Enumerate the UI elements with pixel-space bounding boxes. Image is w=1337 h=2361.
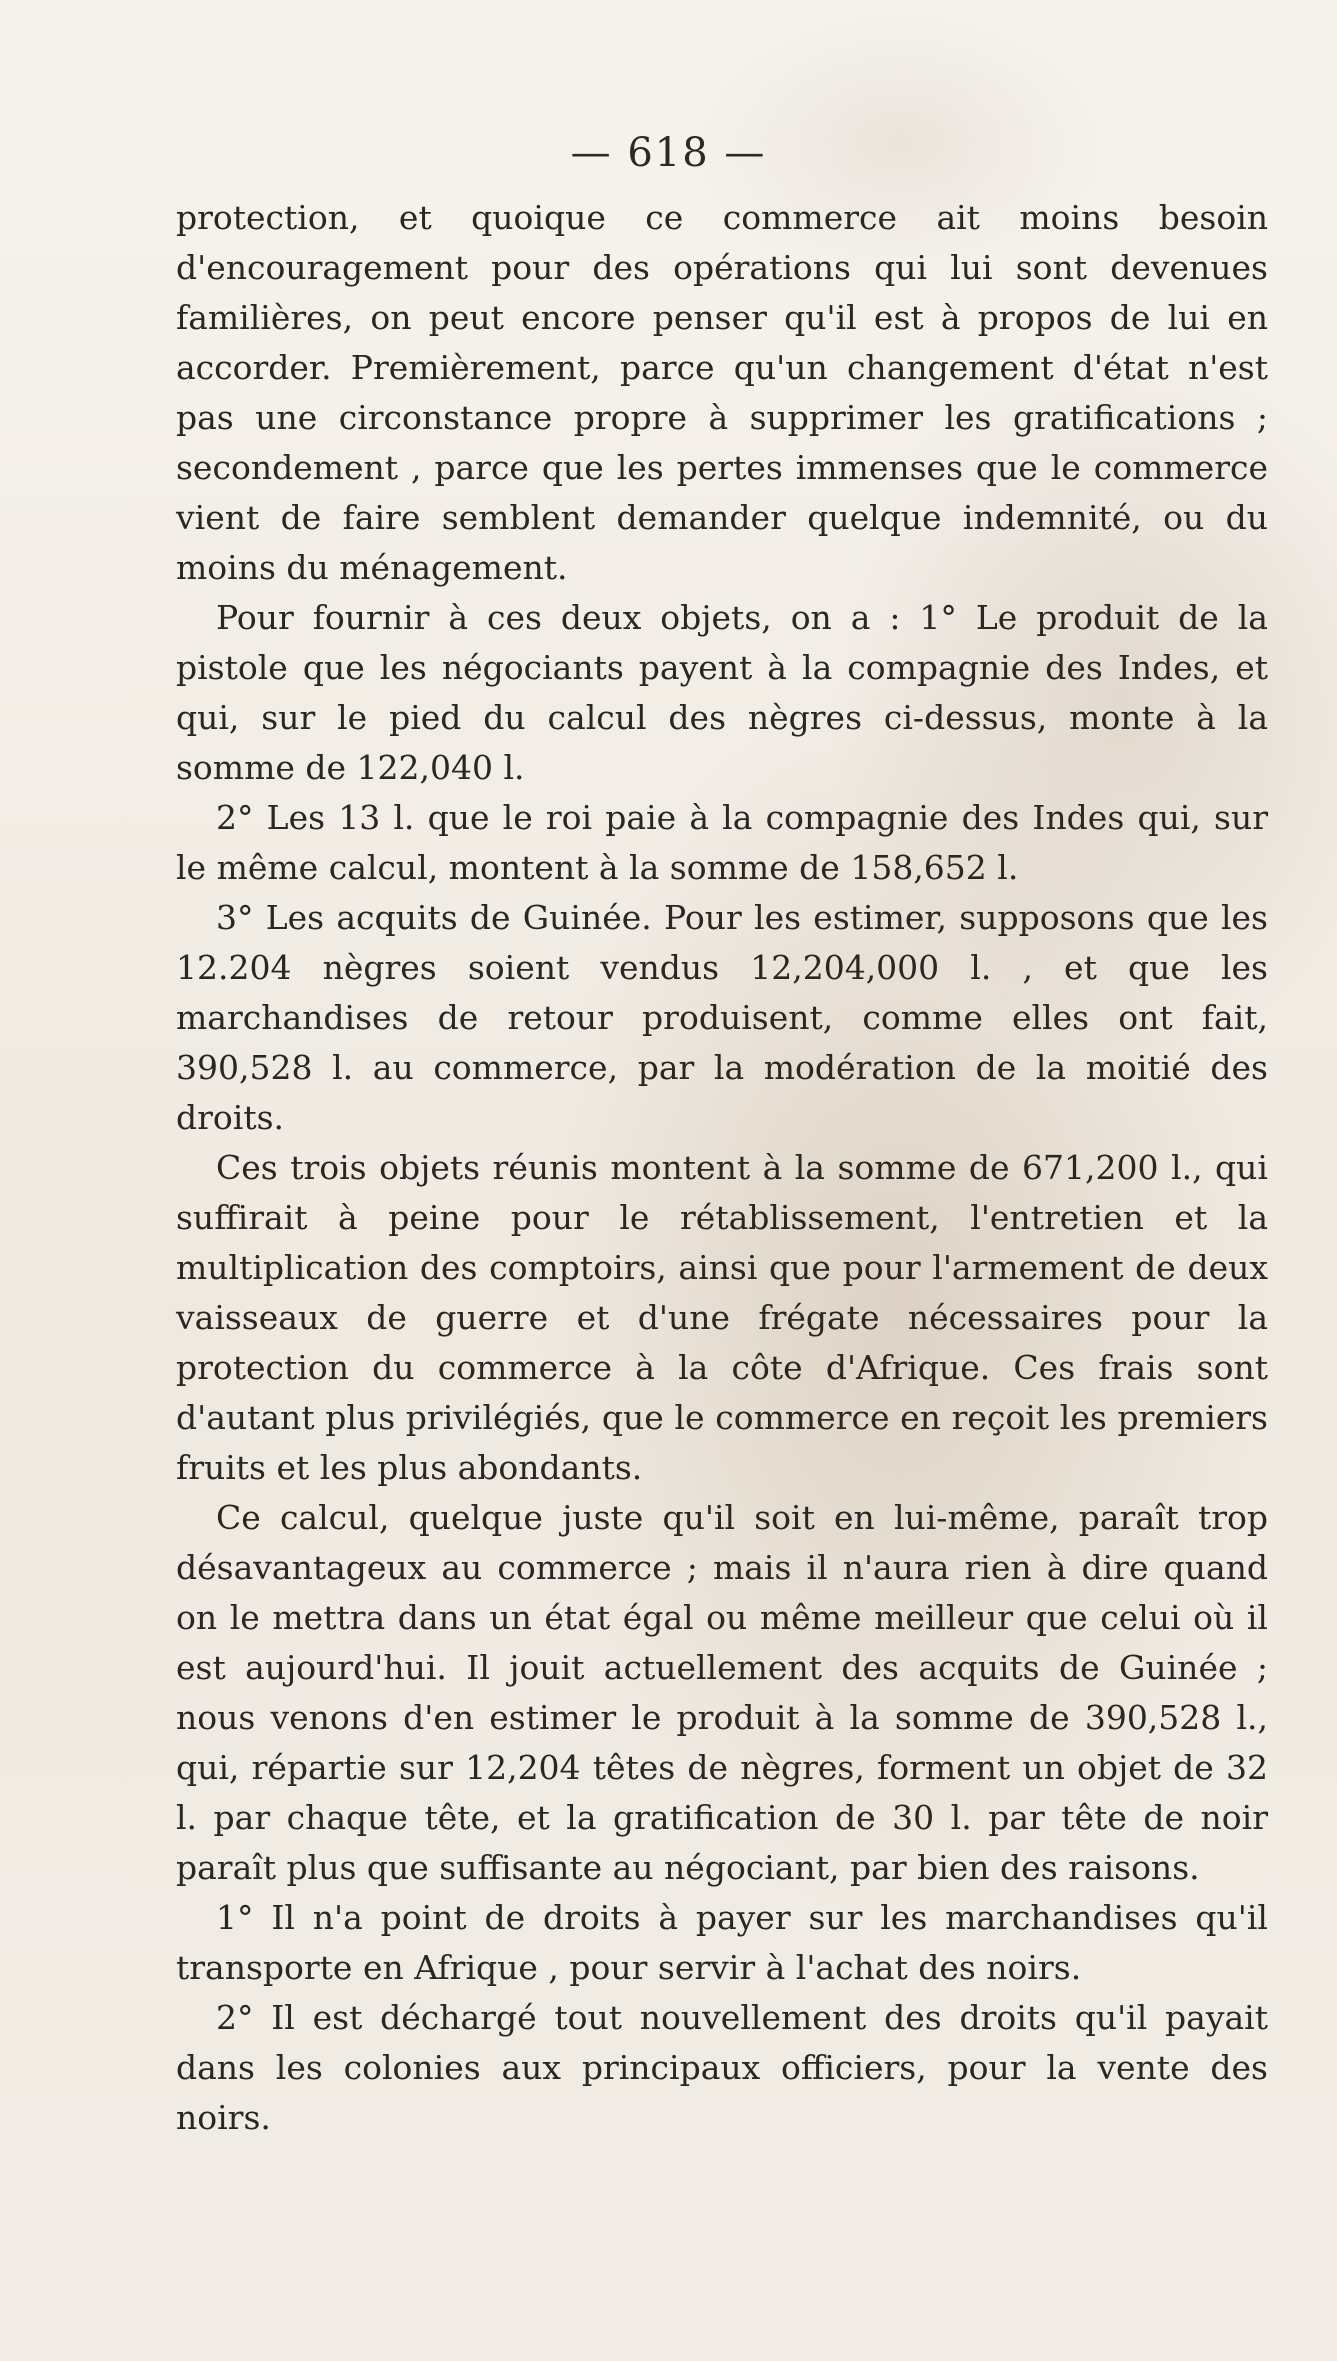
- page-number: — 618 —: [570, 130, 767, 176]
- paragraph-guinea-acquits: 3° Les acquits de Guinée. Pour les estimer, supposons que les 12.204 nègres soient vendus 12,204,000 l. , et que les marchandises de retour produisent, comme elles ont fait, 390,528 l. au commerce, par la modération de la moitié des droits.: [176, 898, 1268, 1137]
- paragraph-calculation: Ce calcul, quelque juste qu'il soit en lui-même, paraît trop désavantageux au commerce ; mais il n'aura rien à dire quand on le mettra dans un état égal ou même meilleur que celui où il est aujourd'hui. Il jouit actuellement des acquits de Guinée ; nous venons d'en estimer le produit à la somme de 390,528 l., qui, répartie sur 12,204 têtes de nègres, forment un objet de 32 l. par chaque tête, et la gratification de 30 l. par tête de noir paraît plus que suffisante au négociant, par bien des raisons.: [176, 1498, 1268, 1887]
- paragraph-objects: Pour fournir à ces deux objets, on a : 1° Le produit de la pistole que les négociants payent à la compagnie des Indes, et qui, sur le pied du calcul des nègres ci-dessus, monte à la somme de 122,040 l.: [176, 598, 1268, 787]
- paragraph-reason-2: 2° Il est déchargé tout nouvellement des droits qu'il payait dans les colonies aux principaux officiers, pour la vente des noirs.: [176, 1998, 1268, 2137]
- body-text: [176, 193, 1268, 2143]
- paragraph-total: Ces trois objets réunis montent à la somme de 671,200 l., qui suffirait à peine pour le rétablissement, l'entretien et la multiplication des comptoirs, ainsi que pour l'armement de deux vaisseaux de guerre et d'une frégate nécessaires pour la protection du commerce à la côte d'Afrique. Ces frais sont d'autant plus privilégiés, que le commerce en reçoit les premiers fruits et les plus abondants.: [176, 1148, 1268, 1487]
- paragraph-reason-1: 1° Il n'a point de droits à payer sur les marchandises qu'il transporte en Afrique , pour servir à l'achat des noirs.: [176, 1898, 1268, 1987]
- paragraph-continuation: protection, et quoique ce commerce ait moins besoin d'encouragement pour des opérations qui lui sont devenues familières, on peut encore penser qu'il est à propos de lui en accorder. Premièrement, parce qu'un changement d'état n'est pas une circonstance propre à supprimer les gratifications ; secondement , parce que les pertes immenses que le commerce vient de faire semblent demander quelque indemnité, ou du moins du ménagement.: [176, 198, 1268, 587]
- paragraph-king-payment: 2° Les 13 l. que le roi paie à la compagnie des Indes qui, sur le même calcul, montent à la somme de 158,652 l.: [176, 798, 1268, 887]
